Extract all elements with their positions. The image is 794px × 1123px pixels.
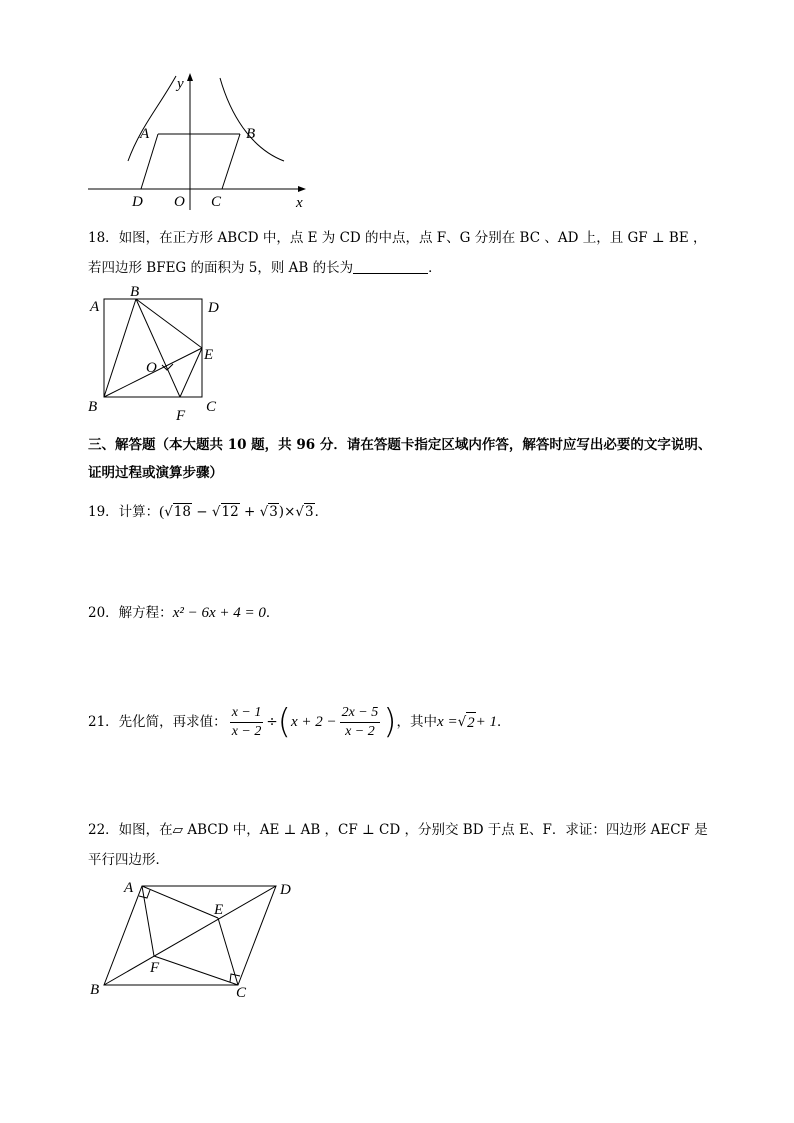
q20-label: 20．解方程： [88, 605, 173, 621]
x-axis-arrow [298, 186, 306, 192]
figure-22-parallelogram [84, 876, 294, 1001]
q21-xval-post: + 1 [475, 714, 498, 730]
question-22-line2: 平行四边形． [88, 852, 169, 868]
question-18-line1 [88, 228, 706, 248]
q19-radicand-1: 18 [173, 504, 191, 520]
q21-paren-open: ( [277, 702, 291, 742]
section-3-heading-line2: 证明过程或演算步骤） [88, 465, 223, 481]
q20-equation: x² − 6x + 4 = 0 [172, 605, 266, 621]
segment-G-E [136, 299, 202, 348]
label-F: F [150, 960, 160, 976]
q18-text-1: 18． [88, 230, 119, 246]
segment-G-B [104, 299, 136, 397]
q21-div: ÷ [266, 714, 278, 730]
label-E: E [214, 902, 224, 918]
label-O: O [174, 194, 185, 210]
right-angle-mark-A [139, 890, 150, 898]
question-22-line1: 22．如图，在▱ ABCD 中，AE ⊥ AB ，CF ⊥ CD ，分别交 BD 于点 E、F．求证：四边形 AECF 是 [88, 822, 708, 838]
q18-text-2: 若四边形 BFEG 的面积为 5，则 AB 的长为 [88, 260, 354, 276]
q21-label: 21．先化简，再求值： [88, 714, 227, 730]
label-O: O [146, 360, 157, 376]
q18-text-1b: 如图，在正方形 ABCD 中，点 E 为 CD 的中点，点 F、G 分别在 BC 、AD 上，且 GF ⊥ BE ， [118, 230, 707, 246]
q18-text-2-end: ． [428, 260, 442, 276]
label-B-top: B [130, 285, 140, 300]
label-A: A [140, 126, 150, 142]
q19-label: 19．计算： [88, 504, 160, 520]
right-angle-mark-C [230, 974, 240, 982]
q19-radicand-2: 12 [221, 504, 239, 520]
answer-blank[interactable] [353, 259, 428, 274]
label-B: B [88, 399, 98, 415]
label-B: B [246, 126, 256, 142]
section-3-heading-line1: 三、解答题（本大题共 10 题，共 96 分．请在答题卡指定区域内作答，解答时应写出必要的文字说明、 [88, 437, 712, 453]
q21-f2-num: 2x − 5 [340, 704, 381, 723]
segment-FC [154, 956, 238, 985]
label-D: D [280, 882, 291, 898]
q19-minus: − [196, 504, 208, 520]
q21-inner: x + 2 − [290, 714, 337, 730]
hyperbola-right-branch [220, 78, 284, 161]
diagonal-BD [104, 886, 276, 985]
label-B: B [90, 982, 100, 998]
segment-G-F [136, 299, 180, 397]
question-20 [88, 603, 279, 623]
question-21: 21．先化简，再求值： $\frac{x - 1}{x - 2}$ ÷ ( x + 2 − $\frac{2x - 5}{x - 2}$ ) ，其中 x = √ 2 + 1 ． [88, 702, 511, 742]
q21-f1-den: x − 2 [231, 723, 262, 739]
label-F: F [176, 408, 186, 424]
q21-fraction-2 [340, 704, 381, 741]
question-18-line2 [88, 258, 442, 278]
label-y: y [177, 76, 184, 92]
label-C: C [211, 194, 222, 210]
label-E: E [204, 347, 214, 363]
q21-xval-pre: x = [437, 714, 458, 730]
square-ABCD [104, 299, 202, 397]
q19-radicand-3: 3 [269, 504, 278, 520]
segment-AE [142, 886, 218, 918]
question-19: 19．计算：(√18 − √12 + √3)×√3． [88, 504, 329, 520]
q21-f1-num: x − 1 [230, 704, 264, 723]
segment-BC [222, 134, 240, 189]
q19-radicand-4: 3 [305, 504, 314, 520]
q21-paren-close: ) [383, 702, 397, 742]
q21-f2-den: x − 2 [345, 723, 375, 739]
segment-AD [141, 134, 158, 189]
q21-end: ． [497, 714, 511, 730]
label-D: D [132, 194, 143, 210]
q21-mid: ，其中 [396, 714, 438, 730]
label-C: C [206, 399, 217, 415]
label-A: A [90, 299, 100, 315]
q19-times: × [284, 504, 296, 520]
label-C: C [236, 985, 247, 1001]
segment-F-E [180, 348, 202, 397]
q19-end: ． [314, 504, 329, 520]
figure-18-square [84, 285, 234, 425]
label-D: D [208, 300, 219, 316]
label-x: x [296, 195, 303, 211]
figure-17-hyperbola [80, 68, 320, 218]
q21-fraction-1 [230, 704, 264, 741]
q20-end: ． [265, 605, 280, 621]
y-axis-arrow [187, 73, 193, 81]
hyperbola-left-branch [128, 76, 176, 161]
q21-xval-rad: 2 [466, 712, 476, 733]
q19-plus: + [243, 504, 256, 520]
label-A: A [124, 880, 134, 896]
